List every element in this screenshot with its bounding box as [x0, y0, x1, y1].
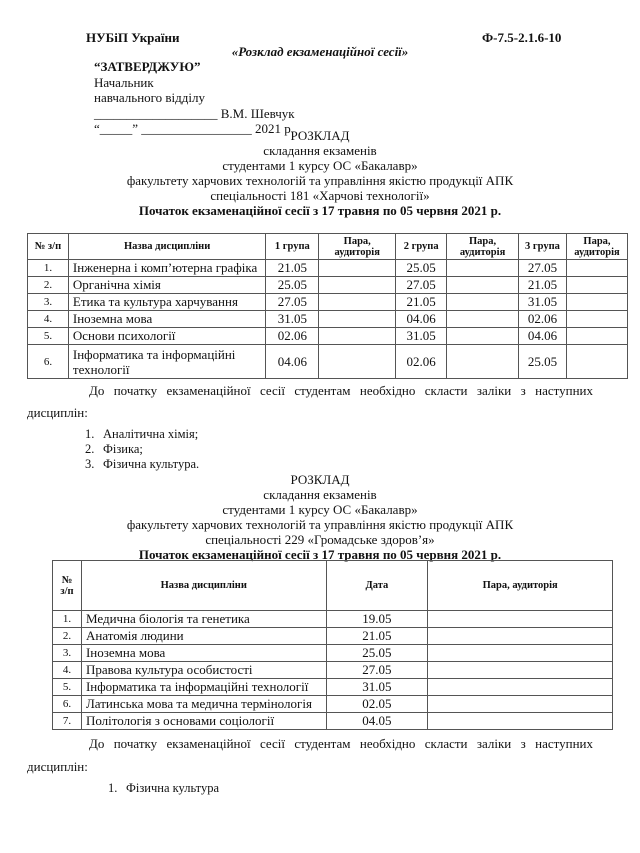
row-num: 3. [53, 645, 82, 662]
discipline-name: Інформатика та інформаційні технології [81, 679, 326, 696]
table-row [53, 696, 613, 713]
schedule-1-note: До початку екзаменаційної сесії студентам необхідно скласти заліки з наступних [89, 383, 593, 398]
discipline-name: Етика та культура харчування [68, 294, 265, 311]
group-2-date: 25.05 [396, 260, 447, 277]
group-1-pair [319, 277, 396, 294]
group-2-date: 31.05 [396, 328, 447, 345]
exam-date: 31.05 [326, 679, 428, 696]
pair-room [428, 696, 613, 713]
discipline-name: Органічна хімія [68, 277, 265, 294]
table-row [53, 679, 613, 696]
group-3-date: 21.05 [519, 277, 567, 294]
group-1-pair [319, 311, 396, 328]
schedule-1-line2: студентами 1 курсу ОС «Бакалавр» [222, 158, 418, 173]
table-header-row [53, 561, 613, 611]
col-header-date: Дата [326, 561, 428, 611]
discipline-name: Медична біологія та генетика [81, 611, 326, 628]
group-3-pair [566, 277, 627, 294]
group-2-date: 21.05 [396, 294, 447, 311]
approval-title: “ЗАТВЕРДЖУЮ” [94, 59, 201, 74]
row-num: 2. [28, 277, 69, 294]
exam-date: 25.05 [326, 645, 428, 662]
col-header-group-2: 2 група [396, 234, 447, 260]
table-row [53, 611, 613, 628]
col-header-num: № з/п [28, 234, 69, 260]
group-1-date: 21.05 [266, 260, 319, 277]
document-title: «Розклад екзаменаційної сесії» [231, 44, 409, 59]
table-row [53, 713, 613, 730]
institution-name: НУБіП України [86, 30, 180, 45]
col-header-discipline: Назва дисципліни [81, 561, 326, 611]
schedule-2-note: До початку екзаменаційної сесії студентам необхідно скласти заліки з наступних [89, 736, 593, 751]
col-header-num: № з/п [53, 561, 82, 611]
table-header-row [28, 234, 628, 260]
col-header-group-1: 1 група [266, 234, 319, 260]
group-1-pair [319, 328, 396, 345]
group-2-pair [447, 260, 519, 277]
group-3-pair [566, 345, 627, 379]
approval-date: “_____” _________________ 2021 р. [94, 121, 295, 136]
row-num: 4. [28, 311, 69, 328]
group-3-pair [566, 311, 627, 328]
discipline-name: Іноземна мова [81, 645, 326, 662]
group-2-date: 04.06 [396, 311, 447, 328]
schedule-2-heading: РОЗКЛАД [290, 472, 350, 487]
group-3-date: 25.05 [519, 345, 567, 379]
discipline-name: Анатомія людини [81, 628, 326, 645]
credit-item: 3. Фізична культура. [85, 457, 200, 471]
schedule-1-heading: РОЗКЛАД [290, 128, 350, 143]
group-1-date: 04.06 [266, 345, 319, 379]
group-2-pair [447, 277, 519, 294]
discipline-name: Основи психології [68, 328, 265, 345]
group-3-date: 31.05 [519, 294, 567, 311]
discipline-name: Інформатика та інформаційні технології [68, 345, 265, 379]
col-header-pair-3: Пара, аудиторія [566, 234, 627, 260]
form-code: Ф-7.5-2.1.6-10 [482, 30, 562, 45]
approval-position-1: Начальник [94, 74, 154, 90]
table-row [28, 260, 628, 277]
group-3-date: 27.05 [519, 260, 567, 277]
table-row [28, 294, 628, 311]
table-row [28, 328, 628, 345]
approval-block [94, 59, 295, 137]
schedule-1-credits-list [85, 427, 199, 472]
schedule-2-line1: складання екзаменів [263, 487, 377, 502]
credit-item: 2. Фізика; [85, 442, 143, 456]
group-2-pair [447, 345, 519, 379]
row-num: 6. [53, 696, 82, 713]
group-1-date: 25.05 [266, 277, 319, 294]
credit-item: 1. Фізична культура [108, 781, 220, 795]
row-num: 5. [53, 679, 82, 696]
group-1-pair [319, 294, 396, 311]
pair-room [428, 662, 613, 679]
exam-date: 27.05 [326, 662, 428, 679]
table-row [53, 628, 613, 645]
credit-item: 1. Аналітична хімія; [85, 427, 199, 441]
row-num: 3. [28, 294, 69, 311]
col-header-pair: Пара, аудиторія [428, 561, 613, 611]
schedule-2-credits-list [108, 781, 219, 796]
col-header-pair-2: Пара, аудиторія [447, 234, 519, 260]
discipline-name: Іноземна мова [68, 311, 265, 328]
group-2-date: 27.05 [396, 277, 447, 294]
schedule-1-note-cont: дисциплін: [27, 405, 88, 420]
group-3-pair [566, 294, 627, 311]
group-1-pair [319, 345, 396, 379]
pair-room [428, 645, 613, 662]
group-1-date: 31.05 [266, 311, 319, 328]
row-num: 1. [53, 611, 82, 628]
discipline-name: Політологія з основами соціології [81, 713, 326, 730]
col-header-pair-1: Пара, аудиторія [319, 234, 396, 260]
schedule-2-line4: спеціальності 229 «Громадське здоров’я» [205, 532, 435, 547]
pair-room [428, 628, 613, 645]
group-3-pair [566, 328, 627, 345]
pair-room [428, 611, 613, 628]
schedule-2-table [52, 560, 613, 730]
group-3-date: 02.06 [519, 311, 567, 328]
row-num: 1. [28, 260, 69, 277]
discipline-name: Правова культура особистості [81, 662, 326, 679]
schedule-1-session: Початок екзаменаційної сесії з 17 травня по 05 червня 2021 р. [138, 203, 502, 218]
schedule-1-title-block [0, 128, 640, 218]
group-3-date: 04.06 [519, 328, 567, 345]
pair-room [428, 713, 613, 730]
schedule-2-note-cont: дисциплін: [27, 759, 88, 774]
schedule-1-line4: спеціальності 181 «Харчові технології» [210, 188, 430, 203]
row-num: 4. [53, 662, 82, 679]
group-2-pair [447, 311, 519, 328]
approval-position-2: навчального відділу [94, 90, 206, 105]
table-row [28, 277, 628, 294]
group-2-date: 02.06 [396, 345, 447, 379]
schedule-2-title-block [0, 472, 640, 562]
schedule-2-line2: студентами 1 курсу ОС «Бакалавр» [222, 502, 418, 517]
schedule-2-session: Початок екзаменаційної сесії з 17 травня по 05 червня 2021 р. [138, 547, 502, 562]
row-num: 6. [28, 345, 69, 379]
row-num: 7. [53, 713, 82, 730]
group-3-pair [566, 260, 627, 277]
schedule-1-line1: складання екзаменів [263, 143, 377, 158]
approval-signature: ___________________ В.М. Шевчук [94, 105, 295, 121]
discipline-name: Латинська мова та медична термінологія [81, 696, 326, 713]
exam-date: 02.05 [326, 696, 428, 713]
row-num: 2. [53, 628, 82, 645]
table-row [28, 311, 628, 328]
group-2-pair [447, 328, 519, 345]
table-row [53, 645, 613, 662]
group-1-date: 02.06 [266, 328, 319, 345]
schedule-2-line3: факультету харчових технологій та управління якістю продукції АПК [126, 517, 514, 532]
schedule-1-line3: факультету харчових технологій та управління якістю продукції АПК [126, 173, 514, 188]
schedule-1-table [27, 233, 628, 379]
row-num: 5. [28, 328, 69, 345]
exam-date: 04.05 [326, 713, 428, 730]
table-row [53, 662, 613, 679]
col-header-group-3: 3 група [519, 234, 567, 260]
group-1-date: 27.05 [266, 294, 319, 311]
exam-date: 19.05 [326, 611, 428, 628]
table-row [28, 345, 628, 379]
discipline-name: Інженерна і комп’ютерна графіка [68, 260, 265, 277]
col-header-discipline: Назва дисципліни [68, 234, 265, 260]
exam-date: 21.05 [326, 628, 428, 645]
pair-room [428, 679, 613, 696]
group-1-pair [319, 260, 396, 277]
group-2-pair [447, 294, 519, 311]
